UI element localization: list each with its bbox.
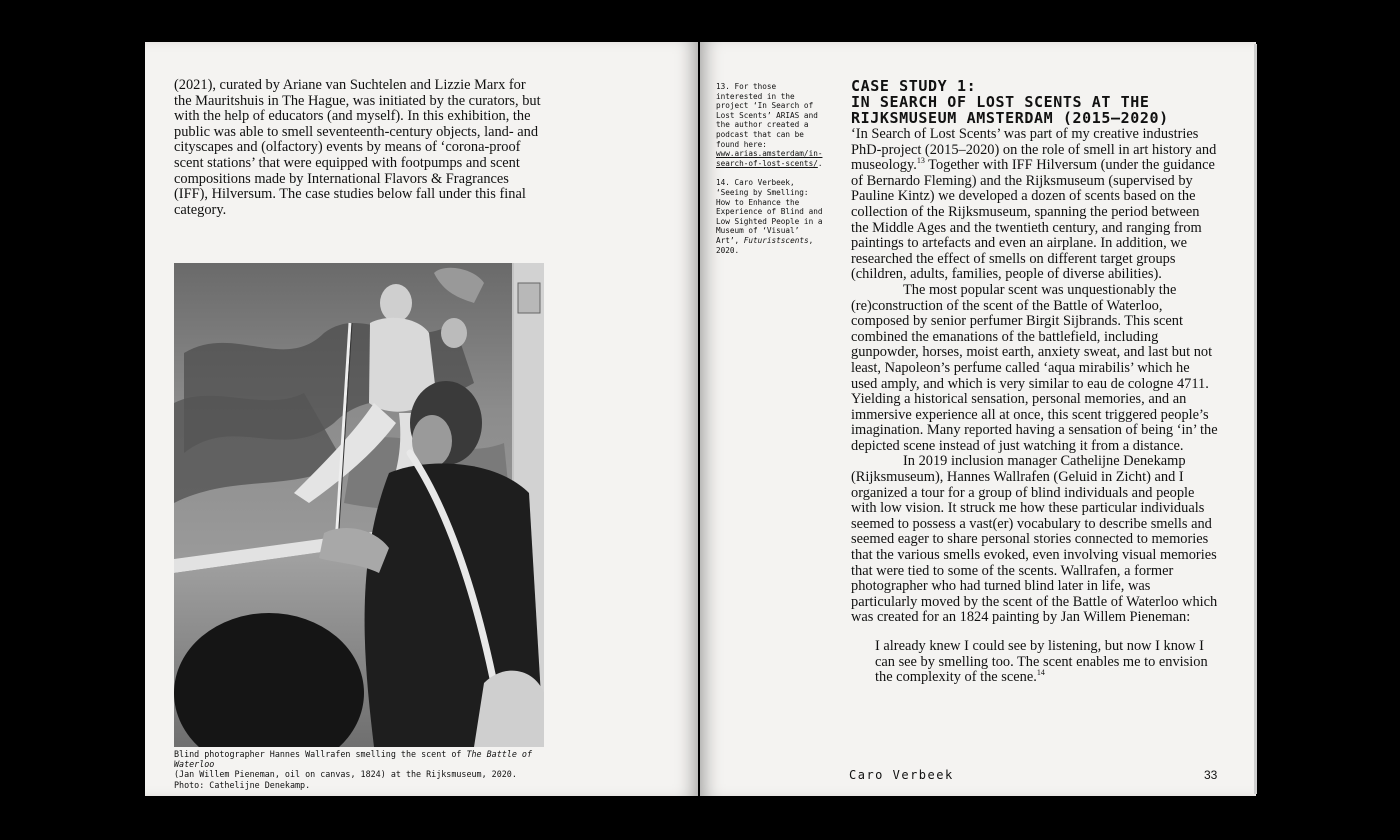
- caption-line-3: Photo: Cathelijne Denekamp.: [174, 779, 311, 790]
- footnote-13: 13. For those interested in the project ‘In Search of Lost Scents’ ARIAS and the author created a podcast that can be found here: www.arias.amsterdam/in-search-of-lost-scents/.: [716, 82, 823, 168]
- photo-hannes-wallrafen: [174, 263, 544, 747]
- right-page: [700, 42, 1256, 796]
- block-quote: I already knew I could see by listening, but now I know I can see by smelling too. The scent enables me to envision the complexity of the scene.$^{14}$: [875, 638, 1208, 686]
- right-page-body: [851, 127, 1219, 686]
- footnote-14: 14. Caro Verbeek, ‘Seeing by Smelling: How to Enhance the Experience of Blind and Low Sighted People in a Museum of ‘Visual’ Art’, Futuristscents, 2020.: [716, 178, 823, 255]
- paragraph-3: In 2019 inclusion manager Cathelijne Denekamp (Rijksmuseum), Hannes Wallrafen (Geluid in Zicht) and I organized a tour for a group of blind individuals and people with low vision. It struck me how these particular individuals seemed to possess a vast(er) vocabulary to describe smells and seemed eager to share personal stories connected to memories that the various smells evoked, even involving visual memories that were tied to some of the scents. Wallrafen, a former photographer who had turned blind later in life, was particularly moved by the scent of the Battle of Waterloo which was created for an 1824 painting by Jan Willem Pieneman:: [851, 453, 1218, 626]
- caption-line-1: Blind photographer Hannes Wallrafen smelling the scent of The Battle of Waterloo: [174, 749, 533, 770]
- page-edge: [1254, 44, 1257, 794]
- footnote-ref-13: 13: [916, 156, 925, 166]
- footnote-13-link[interactable]: www.arias.amsterdam/in-search-of-lost-scents/: [716, 149, 823, 168]
- running-footer-author: Caro Verbeek: [849, 768, 954, 782]
- paragraph-2: The most popular scent was unquestionably the (re)construction of the scent of the Battle of Waterloo, composed by senior perfumer Birgit Sijbrands. This scent combined the emanations of the battlefield, including gunpowder, horses, moist earth, anxiety sweat, and last but not least, Napoleon’s perfume called ‘aqua mirabilis’ which he used amply, and which is very similar to eau de cologne 4711. Yielding a historical sensation, personal memories, and an immersive experience all at once, this scent triggered people’s imagination. Many reported having a sensation of being ‘in’ the depicted scene instead of just watching it from a distance.: [851, 281, 1218, 454]
- caption-line-2: (Jan Willem Pieneman, oil on canvas, 1824) at the Rijksmuseum, 2020.: [174, 769, 517, 780]
- paragraph-1: ‘In Search of Lost Scents’ was part of my creative industries PhD-project (2015–2020) on the role of smell in art history and museology.$^{13}$ Together with IFF Hilversum (under the guidance of Bernardo Fleming) and the Rijksmuseum (supervised by Pauline Kintz) we developed a dozen of scents based on the collection of the Rijksmuseum, spanning the period between the Middle Ages and the twentieth century, and ranging from paintings to artefacts and even an airplane. In addition, we researched the effect of smells on different target groups (children, adults, families, people of diverse abilities).: [851, 126, 1217, 283]
- left-page: [145, 42, 698, 796]
- page-number: 33: [1204, 768, 1218, 782]
- footnotes: [716, 82, 824, 265]
- case-study-heading: CASE STUDY 1: IN SEARCH OF LOST SCENTS AT THE RIJKSMUSEUM AMSTERDAM (2015–2020): [851, 77, 1169, 127]
- footnote-ref-14: 14: [1036, 668, 1045, 678]
- left-page-paragraph: (2021), curated by Ariane van Suchtelen and Lizzie Marx for the Mauritshuis in The Hague, was initiated by the curators, but with the help of educators (and myself). In this exhibition, the public was able to smell seventeenth-century objects, land- and cityscapes and (olfactory) events by means of ‘corona-proof scent stations’ that were equipped with footpumps and scent compositions made by International Flavors & Fragrances (IFF), Hilversum. The case studies below fall under this final category.: [174, 77, 541, 218]
- photo-caption: [174, 749, 554, 790]
